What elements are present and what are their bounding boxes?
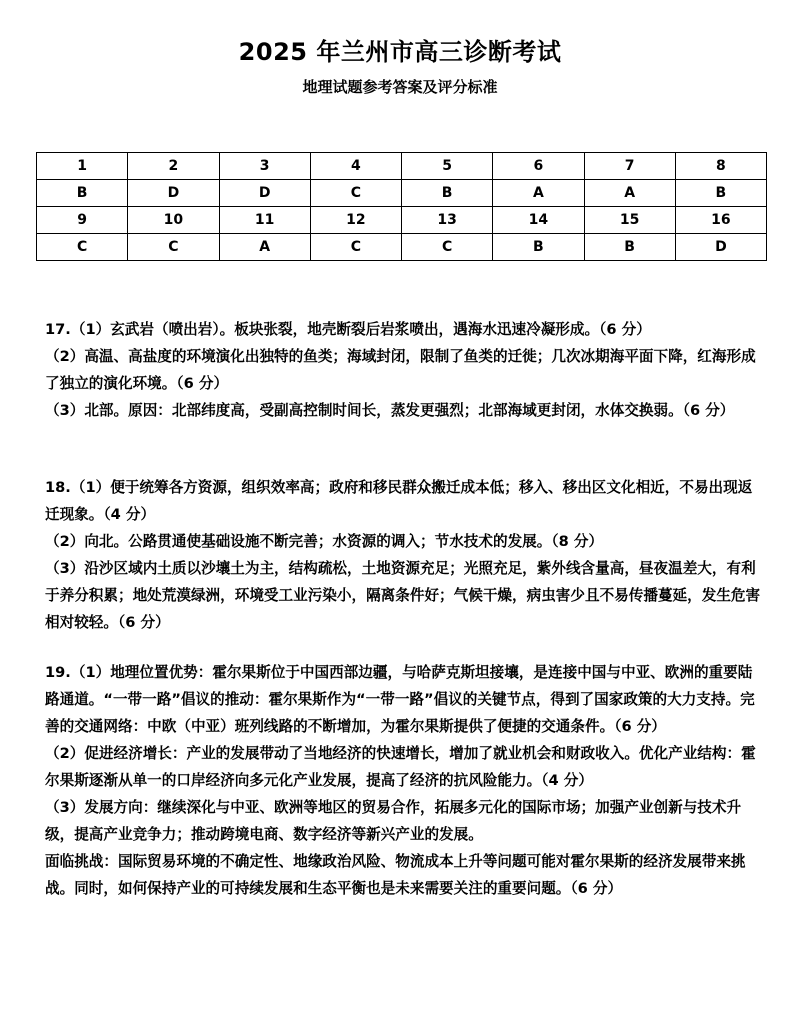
question-19-answer — [45, 659, 765, 902]
answer-cell: 12 — [310, 207, 401, 234]
answer-paragraph: （2）高温、高盐度的环境演化出独特的鱼类；海域封闭，限制了鱼类的迁徙；几次冰期海平面下降，红海形成了独立的演化环境。（6 分） — [45, 348, 756, 392]
answer-paragraph: （2）向北。公路贯通使基础设施不断完善；水资源的调入；节水技术的发展。（8 分） — [45, 533, 604, 550]
answer-cell: 3 — [219, 153, 310, 180]
answer-cell: 14 — [493, 207, 584, 234]
answer-paragraph: （3）发展方向：继续深化与中亚、欧洲等地区的贸易合作，拓展多元化的国际市场；加强产业创新与技术升级，提高产业竞争力；推动跨境电商、数字经济等新兴产业的发展。 — [45, 799, 742, 843]
question-number-row — [37, 207, 767, 234]
page-title: 2025 年兰州市高三诊断考试 — [238, 38, 562, 66]
answer-cell: B — [402, 180, 493, 207]
answer-cell: D — [675, 234, 766, 261]
answer-cell: 10 — [128, 207, 219, 234]
answer-cell: 15 — [584, 207, 675, 234]
answer-paragraph: 面临挑战：国际贸易环境的不确定性、地缘政治风险、物流成本上升等问题可能对霍尔果斯的经济发展带来挑战。同时，如何保持产业的可持续发展和生态平衡也是未来需要关注的重要问题。（6 分） — [45, 853, 746, 897]
answer-cell: 1 — [37, 153, 128, 180]
answer-cell: 2 — [128, 153, 219, 180]
answer-cell: 5 — [402, 153, 493, 180]
answer-cell: A — [219, 234, 310, 261]
answer-paragraph: 17.（1）玄武岩（喷出岩）。板块张裂，地壳断裂后岩浆喷出，遇海水迅速冷凝形成。（6 分） — [45, 321, 651, 338]
answer-cell: D — [128, 180, 219, 207]
answer-cell: B — [37, 180, 128, 207]
answer-cell: B — [675, 180, 766, 207]
answer-cell: A — [584, 180, 675, 207]
answer-cell: D — [219, 180, 310, 207]
answer-cell: 7 — [584, 153, 675, 180]
answer-paragraph: 19.（1）地理位置优势：霍尔果斯位于中国西部边疆，与哈萨克斯坦接壤，是连接中国与中亚、欧洲的重要陆路通道。“一带一路”倡议的推动：霍尔果斯作为“一带一路”倡议的关键节点，得到了国家政策的大力支持。完善的交通网络：中欧（中亚）班列线路的不断增加，为霍尔果斯提供了便捷的交通条件。（6 分） — [45, 664, 755, 735]
question-18-answer — [45, 474, 765, 636]
answer-cell: A — [493, 180, 584, 207]
answer-cell: C — [402, 234, 493, 261]
answer-table — [36, 152, 767, 261]
question-17-answer — [45, 316, 765, 424]
page-subtitle: 地理试题参考答案及评分标准 — [302, 78, 498, 96]
answer-paragraph: （3）沿沙区域内土质以沙壤土为主，结构疏松，土地资源充足；光照充足，紫外线含量高，昼夜温差大，有利于养分积累；地处荒漠绿洲，环境受工业污染小，隔离条件好；气候干燥，病虫害少且不易传播蔓延，发生危害相对较轻。（6 分） — [45, 560, 761, 631]
answer-letter-row — [37, 234, 767, 261]
answer-cell: 9 — [37, 207, 128, 234]
answer-cell: B — [584, 234, 675, 261]
answer-paragraph: （2）促进经济增长：产业的发展带动了当地经济的快速增长，增加了就业机会和财政收入。优化产业结构：霍尔果斯逐渐从单一的口岸经济向多元化产业发展，提高了经济的抗风险能力。（4 分） — [45, 745, 756, 789]
answer-cell: C — [128, 234, 219, 261]
answer-cell: 13 — [402, 207, 493, 234]
answer-letter-row — [37, 180, 767, 207]
answer-paragraph: 18.（1）便于统筹各方资源，组织效率高；政府和移民群众搬迁成本低；移入、移出区文化相近，不易出现返迁现象。（4 分） — [45, 479, 753, 523]
answer-cell: 11 — [219, 207, 310, 234]
answer-cell: C — [310, 234, 401, 261]
answer-cell: 6 — [493, 153, 584, 180]
answer-cell: C — [37, 234, 128, 261]
answer-cell: C — [310, 180, 401, 207]
answer-cell: 16 — [675, 207, 766, 234]
question-number-row — [37, 153, 767, 180]
answer-cell: 8 — [675, 153, 766, 180]
answer-paragraph: （3）北部。原因：北部纬度高，受副高控制时间长，蒸发更强烈；北部海域更封闭，水体交换弱。（6 分） — [45, 402, 735, 419]
answer-cell: B — [493, 234, 584, 261]
answer-cell: 4 — [310, 153, 401, 180]
